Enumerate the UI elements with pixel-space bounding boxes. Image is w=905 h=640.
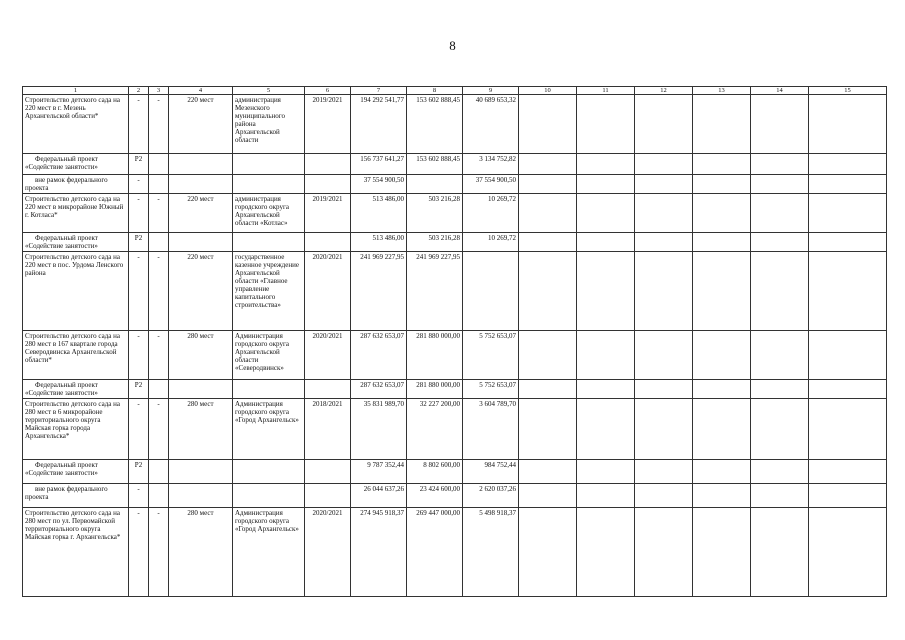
cell-col-5 [233, 175, 305, 194]
empty-cell [577, 175, 635, 194]
table-row [23, 508, 887, 597]
empty-cell [809, 95, 887, 154]
cell-col-4 [169, 175, 233, 194]
cell-col-3: - [149, 508, 169, 597]
empty-cell [519, 460, 577, 484]
empty-cell [577, 380, 635, 399]
cell-col-6 [305, 484, 351, 508]
cell-col-4: 220 мест [169, 194, 233, 233]
empty-cell [751, 95, 809, 154]
empty-cell [809, 175, 887, 194]
cell-col-3: - [149, 331, 169, 380]
cell-col-5: Администрация городского округа Архангельской области «Северодвинск» [233, 331, 305, 380]
cell-col-8: 281 880 000,00 [407, 380, 463, 399]
cell-col-6: 2020/2021 [305, 252, 351, 331]
cell-col-2: P2 [129, 380, 149, 399]
cell-col-2: - [129, 252, 149, 331]
table-subrow [23, 380, 887, 399]
empty-cell [751, 154, 809, 175]
empty-cell [519, 194, 577, 233]
empty-cell [635, 508, 693, 597]
cell-col-7: 26 044 637,26 [351, 484, 407, 508]
table-header [23, 87, 887, 95]
column-header-10: 10 [519, 87, 577, 95]
cell-col-9: 10 269,72 [463, 233, 519, 252]
empty-cell [751, 380, 809, 399]
cell-col-7: 241 969 227,95 [351, 252, 407, 331]
empty-cell [693, 508, 751, 597]
cell-col-8: 32 227 200,00 [407, 399, 463, 460]
table-subrow [23, 154, 887, 175]
empty-cell [809, 484, 887, 508]
empty-cell [693, 194, 751, 233]
cell-col-8: 8 802 600,00 [407, 460, 463, 484]
cell-col-4 [169, 380, 233, 399]
cell-col-2: - [129, 484, 149, 508]
table-body [23, 95, 887, 597]
cell-col-9: 40 689 653,32 [463, 95, 519, 154]
empty-cell [577, 331, 635, 380]
cell-col-8: 503 216,28 [407, 233, 463, 252]
empty-cell [635, 175, 693, 194]
cell-col-4: 280 мест [169, 331, 233, 380]
table-subrow [23, 175, 887, 194]
cell-col-5 [233, 154, 305, 175]
cell-col-8: 153 602 888,45 [407, 154, 463, 175]
cell-col-1: Строительство детского сада на 220 мест в пос. Урдома Ленского района [23, 252, 129, 331]
empty-cell [693, 460, 751, 484]
cell-col-7: 194 292 541,77 [351, 95, 407, 154]
table-subrow [23, 484, 887, 508]
cell-col-2: - [129, 508, 149, 597]
cell-col-5: Администрация городского округа «Город Архангельск» [233, 399, 305, 460]
empty-cell [577, 399, 635, 460]
cell-col-1: Федеральный проект «Содействие занятости» [23, 233, 129, 252]
cell-col-5: администрация городского округа Архангельской области «Котлас» [233, 194, 305, 233]
empty-cell [751, 460, 809, 484]
cell-col-9: 37 554 900,50 [463, 175, 519, 194]
column-header-15: 15 [809, 87, 887, 95]
cell-col-4: 220 мест [169, 95, 233, 154]
cell-col-7: 287 632 653,07 [351, 331, 407, 380]
empty-cell [635, 399, 693, 460]
cell-col-8: 153 602 888,45 [407, 95, 463, 154]
empty-cell [693, 154, 751, 175]
empty-cell [809, 508, 887, 597]
cell-col-8: 503 216,28 [407, 194, 463, 233]
empty-cell [809, 233, 887, 252]
cell-col-7: 35 831 989,70 [351, 399, 407, 460]
cell-col-1: Строительство детского сада на 280 мест в 6 микрорайоне территориального округа Майская горка города Архангельска* [23, 399, 129, 460]
cell-col-3 [149, 154, 169, 175]
empty-cell [635, 484, 693, 508]
cell-col-3 [149, 380, 169, 399]
cell-col-4: 220 мест [169, 252, 233, 331]
empty-cell [519, 252, 577, 331]
cell-col-2: - [129, 331, 149, 380]
empty-cell [751, 399, 809, 460]
cell-col-4 [169, 154, 233, 175]
cell-col-2: - [129, 95, 149, 154]
table-row [23, 95, 887, 154]
empty-cell [519, 484, 577, 508]
empty-cell [519, 380, 577, 399]
cell-col-9 [463, 252, 519, 331]
cell-col-9: 5 752 653,07 [463, 380, 519, 399]
empty-cell [519, 399, 577, 460]
cell-col-2: P2 [129, 460, 149, 484]
empty-cell [693, 252, 751, 331]
cell-col-9: 2 620 037,26 [463, 484, 519, 508]
cell-col-9: 3 604 789,70 [463, 399, 519, 460]
cell-col-7: 513 486,00 [351, 194, 407, 233]
empty-cell [635, 233, 693, 252]
cell-col-2: - [129, 194, 149, 233]
cell-col-6: 2018/2021 [305, 399, 351, 460]
cell-col-6: 2020/2021 [305, 508, 351, 597]
column-header-5: 5 [233, 87, 305, 95]
empty-cell [519, 331, 577, 380]
empty-cell [693, 233, 751, 252]
column-header-8: 8 [407, 87, 463, 95]
column-header-13: 13 [693, 87, 751, 95]
empty-cell [635, 331, 693, 380]
cell-col-8: 281 880 000,00 [407, 331, 463, 380]
empty-cell [751, 331, 809, 380]
cell-col-9: 5 752 653,07 [463, 331, 519, 380]
cell-col-6: 2019/2021 [305, 95, 351, 154]
empty-cell [577, 508, 635, 597]
cell-col-5: государственное казенное учреждение Архангельской области «Главное управление капитального строительства» [233, 252, 305, 331]
empty-cell [519, 154, 577, 175]
cell-col-5: Администрация городского округа «Город Архангельск» [233, 508, 305, 597]
cell-col-2: - [129, 399, 149, 460]
column-header-11: 11 [577, 87, 635, 95]
cell-col-1: Строительство детского сада на 220 мест в г. Мезень Архангельской области* [23, 95, 129, 154]
cell-col-2: P2 [129, 233, 149, 252]
empty-cell [693, 399, 751, 460]
cell-col-1: Федеральный проект «Содействие занятости» [23, 380, 129, 399]
cell-col-6 [305, 380, 351, 399]
cell-col-4 [169, 460, 233, 484]
empty-cell [751, 175, 809, 194]
cell-col-1: вне рамок федерального проекта [23, 175, 129, 194]
cell-col-6: 2019/2021 [305, 194, 351, 233]
empty-cell [809, 252, 887, 331]
column-header-1: 1 [23, 87, 129, 95]
cell-col-8: 241 969 227,95 [407, 252, 463, 331]
empty-cell [809, 331, 887, 380]
cell-col-1: Строительство детского сада на 280 мест по ул. Первомайской территориального округа Майская горка г. Архангельска* [23, 508, 129, 597]
cell-col-1: Строительство детского сада на 220 мест в микрорайоне Южный г. Котласа* [23, 194, 129, 233]
empty-cell [635, 252, 693, 331]
empty-cell [751, 252, 809, 331]
empty-cell [751, 194, 809, 233]
cell-col-6 [305, 233, 351, 252]
cell-col-2: - [129, 175, 149, 194]
cell-col-1: Федеральный проект «Содействие занятости» [23, 154, 129, 175]
column-header-6: 6 [305, 87, 351, 95]
cell-col-6 [305, 175, 351, 194]
table-row [23, 399, 887, 460]
cell-col-1: Федеральный проект «Содействие занятости» [23, 460, 129, 484]
cell-col-4: 280 мест [169, 508, 233, 597]
empty-cell [635, 194, 693, 233]
column-header-4: 4 [169, 87, 233, 95]
cell-col-3: - [149, 252, 169, 331]
cell-col-3: - [149, 399, 169, 460]
cell-col-5 [233, 233, 305, 252]
empty-cell [809, 380, 887, 399]
empty-cell [809, 194, 887, 233]
empty-cell [809, 399, 887, 460]
column-header-7: 7 [351, 87, 407, 95]
empty-cell [577, 252, 635, 331]
empty-cell [693, 95, 751, 154]
cell-col-8: 23 424 600,00 [407, 484, 463, 508]
cell-col-4: 280 мест [169, 399, 233, 460]
table-row [23, 194, 887, 233]
empty-cell [519, 508, 577, 597]
empty-cell [577, 233, 635, 252]
table-row [23, 252, 887, 331]
empty-cell [577, 95, 635, 154]
cell-col-3 [149, 175, 169, 194]
cell-col-1: Строительство детского сада на 280 мест в 167 квартале города Северодвинска Архангельской области* [23, 331, 129, 380]
column-header-9: 9 [463, 87, 519, 95]
table-subrow [23, 460, 887, 484]
budget-table [22, 86, 887, 597]
cell-col-8: 269 447 000,00 [407, 508, 463, 597]
cell-col-5: администрация Мезенского муниципального района Архангельской области [233, 95, 305, 154]
cell-col-9: 984 752,44 [463, 460, 519, 484]
empty-cell [809, 460, 887, 484]
empty-cell [809, 154, 887, 175]
cell-col-3 [149, 233, 169, 252]
cell-col-9: 10 269,72 [463, 194, 519, 233]
page-number: 8 [449, 38, 456, 53]
cell-col-3 [149, 484, 169, 508]
cell-col-6 [305, 154, 351, 175]
empty-cell [635, 380, 693, 399]
empty-cell [751, 484, 809, 508]
cell-col-1: вне рамок федерального проекта [23, 484, 129, 508]
empty-cell [693, 331, 751, 380]
cell-col-3: - [149, 95, 169, 154]
cell-col-5 [233, 484, 305, 508]
cell-col-5 [233, 380, 305, 399]
empty-cell [635, 154, 693, 175]
empty-cell [635, 460, 693, 484]
cell-col-2: P2 [129, 154, 149, 175]
cell-col-3 [149, 460, 169, 484]
cell-col-9: 5 498 918,37 [463, 508, 519, 597]
column-header-14: 14 [751, 87, 809, 95]
column-header-12: 12 [635, 87, 693, 95]
cell-col-7: 274 945 918,37 [351, 508, 407, 597]
cell-col-9: 3 134 752,82 [463, 154, 519, 175]
empty-cell [635, 95, 693, 154]
empty-cell [577, 194, 635, 233]
empty-cell [519, 233, 577, 252]
cell-col-4 [169, 233, 233, 252]
empty-cell [693, 484, 751, 508]
cell-col-4 [169, 484, 233, 508]
cell-col-6: 2020/2021 [305, 331, 351, 380]
empty-cell [519, 175, 577, 194]
column-header-2: 2 [129, 87, 149, 95]
empty-cell [693, 380, 751, 399]
empty-cell [751, 233, 809, 252]
cell-col-7: 287 632 653,07 [351, 380, 407, 399]
empty-cell [519, 95, 577, 154]
empty-cell [577, 154, 635, 175]
table-row [23, 331, 887, 380]
cell-col-8 [407, 175, 463, 194]
empty-cell [577, 460, 635, 484]
table-subrow [23, 233, 887, 252]
column-header-3: 3 [149, 87, 169, 95]
empty-cell [693, 175, 751, 194]
cell-col-7: 513 486,00 [351, 233, 407, 252]
cell-col-7: 9 787 352,44 [351, 460, 407, 484]
cell-col-7: 156 737 641,27 [351, 154, 407, 175]
empty-cell [577, 484, 635, 508]
cell-col-6 [305, 460, 351, 484]
cell-col-7: 37 554 900,50 [351, 175, 407, 194]
cell-col-3: - [149, 194, 169, 233]
cell-col-5 [233, 460, 305, 484]
empty-cell [751, 508, 809, 597]
